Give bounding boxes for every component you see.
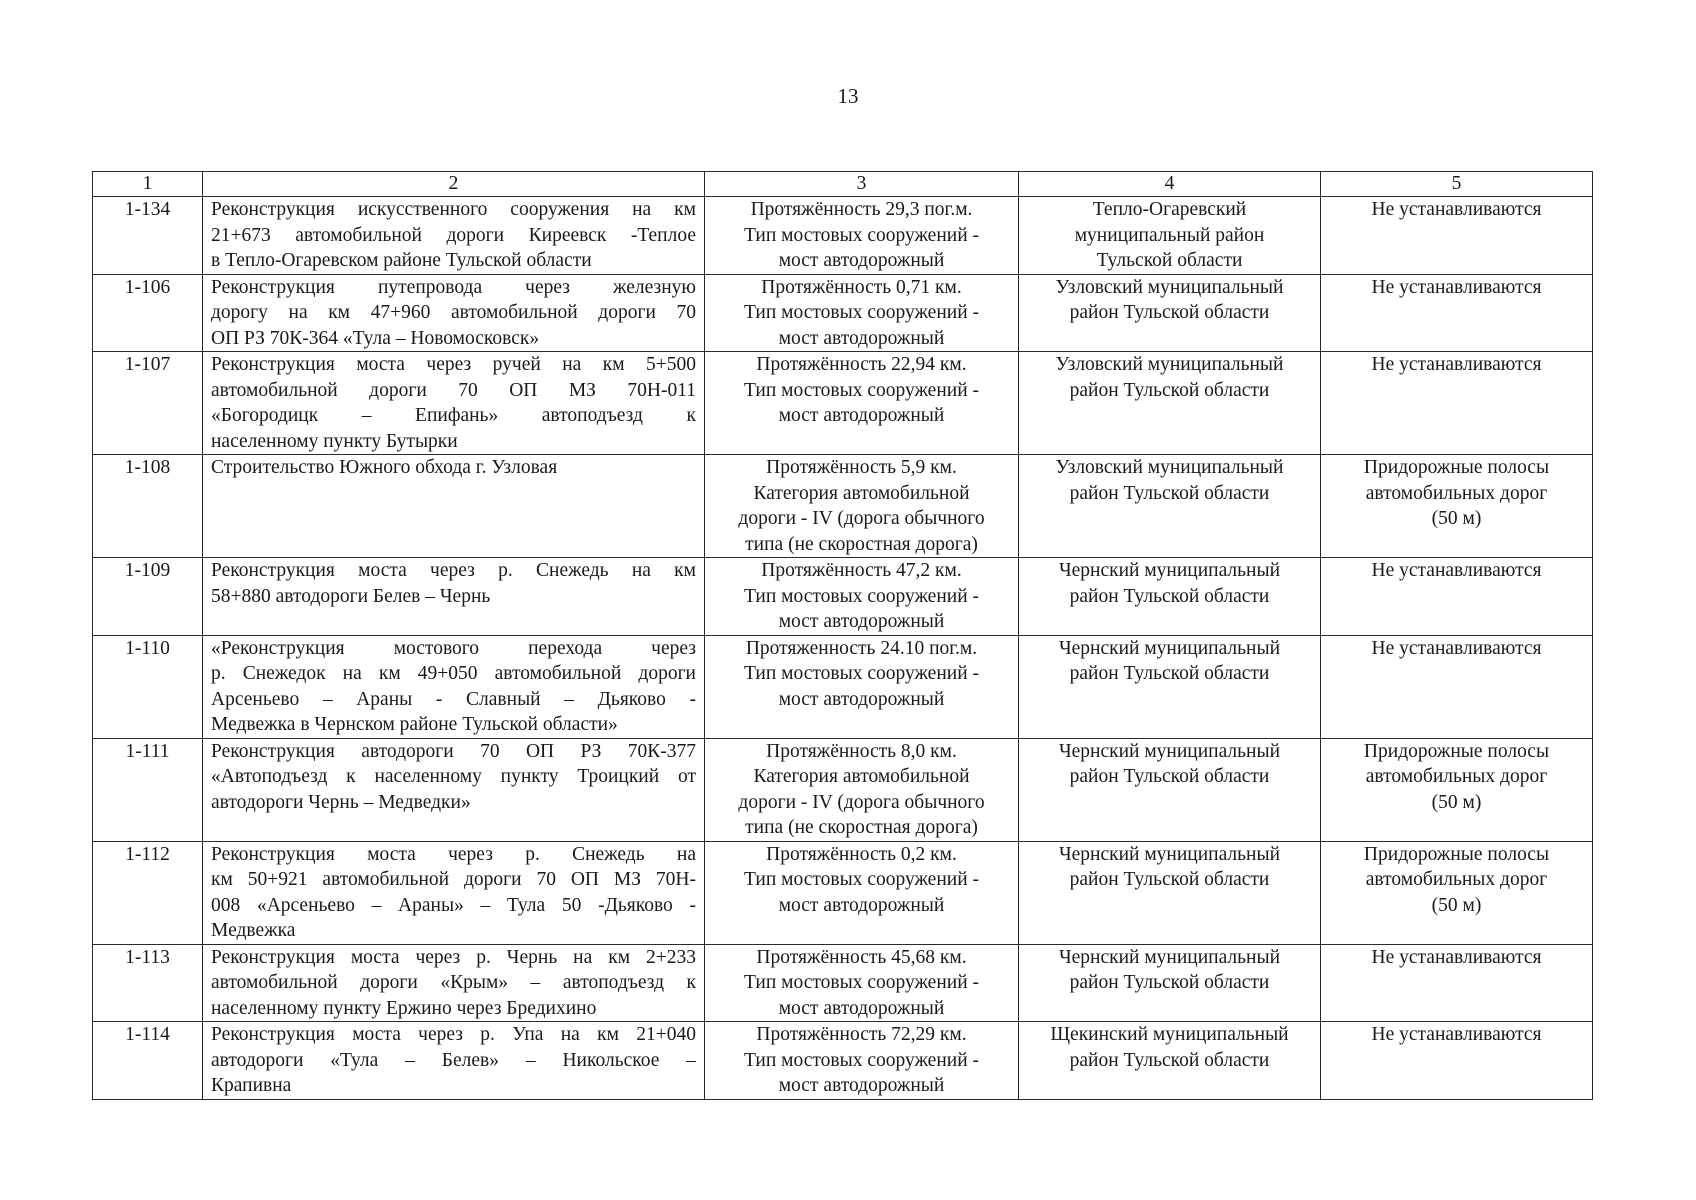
cell-location-line: район Тульской области [1069, 482, 1270, 504]
table-row [93, 197, 1593, 275]
cell-location-line: Тепло-Огаревский [1092, 199, 1247, 220]
cell-characteristics-line: мост автодорожный [778, 894, 945, 916]
cell-characteristics-line: Тип мостовых сооружений - [743, 585, 980, 607]
cell-number: 1-109 [93, 558, 203, 636]
cell-object-name-line: Реконструкция автодороги 70 ОП РЗ 70К-377 [211, 740, 696, 762]
cell-location [1019, 841, 1321, 944]
cell-location [1019, 635, 1321, 738]
cell-zone-line: автомобильных дорог [1365, 766, 1548, 787]
cell-characteristics-line: Протяжённость 29,3 пог.м. [750, 199, 973, 220]
cell-characteristics-line: Протяжённость 5,9 км. [766, 457, 957, 478]
cell-location-line: Щекинский муниципальный [1050, 1024, 1289, 1045]
cell-characteristics-line: мост автодорожный [778, 1075, 945, 1096]
cell-zone-line: Не устанавливаются [1371, 199, 1542, 220]
table-row [93, 352, 1593, 455]
cell-zone [1321, 1022, 1593, 1100]
cell-zone-line: Не устанавливаются [1371, 1024, 1542, 1045]
cell-location-line: Узловский муниципальный [1055, 457, 1284, 478]
cell-zone-line: Не устанавливаются [1371, 560, 1542, 581]
cell-location-line: Чернский муниципальный [1058, 740, 1281, 762]
cell-location-line: район Тульской области [1069, 972, 1270, 993]
column-header-2: 2 [203, 172, 705, 197]
cell-location [1019, 197, 1321, 275]
cell-zone-line: Не устанавливаются [1371, 354, 1542, 375]
cell-location-line: муниципальный район [1074, 224, 1265, 246]
cell-location-line: район Тульской области [1069, 1049, 1270, 1071]
cell-number: 1-134 [93, 197, 203, 275]
cell-characteristics-line: дороги - IV (дорога обычного [738, 791, 985, 813]
cell-characteristics [705, 558, 1019, 636]
cell-characteristics [705, 352, 1019, 455]
cell-object-name-line: Реконструкция путепровода через железную [211, 276, 696, 298]
cell-location [1019, 944, 1321, 1022]
cell-object-name-line: дорогу на км 47+960 автомобильной дороги 70 [211, 302, 696, 323]
cell-number: 1-106 [93, 274, 203, 352]
cell-object-name-line: Реконструкция искусственного сооружения на км [211, 199, 696, 220]
cell-object-name-line: Реконструкция моста через р. Снежедь на км [211, 560, 696, 581]
table-row [93, 738, 1593, 841]
cell-characteristics-line: Протяжённость 45,68 км. [756, 946, 967, 968]
cell-characteristics [705, 274, 1019, 352]
cell-location-line: Чернский муниципальный [1058, 637, 1281, 659]
cell-object-name-line: ОП РЗ 70К-364 «Тула – Новомосковск» [211, 327, 540, 349]
table-row [93, 1022, 1593, 1100]
cell-zone-line: (50 м) [1431, 791, 1482, 813]
cell-object-name-line: 21+673 автомобильной дороги Киреевск -Теплое [211, 224, 696, 246]
cell-characteristics-line: Тип мостовых сооружений - [743, 379, 980, 401]
cell-characteristics [705, 197, 1019, 275]
cell-location [1019, 455, 1321, 558]
table-body [93, 197, 1593, 1100]
cell-characteristics-line: Тип мостовых сооружений - [743, 869, 980, 890]
cell-characteristics [705, 944, 1019, 1022]
cell-zone [1321, 455, 1593, 558]
table-row [93, 635, 1593, 738]
cell-characteristics-line: Тип мостовых сооружений - [743, 972, 980, 993]
cell-characteristics [705, 455, 1019, 558]
cell-location-line: Тульской области [1096, 250, 1243, 271]
cell-object-name [203, 197, 705, 275]
cell-characteristics-line: Тип мостовых сооружений - [743, 663, 980, 684]
cell-object-name [203, 841, 705, 944]
cell-zone [1321, 352, 1593, 455]
cell-zone-line: Не устанавливаются [1371, 946, 1542, 968]
cell-zone [1321, 197, 1593, 275]
cell-zone-line: Не устанавливаются [1371, 276, 1542, 298]
cell-number: 1-110 [93, 635, 203, 738]
cell-zone [1321, 558, 1593, 636]
cell-object-name-line: автомобильной дороги 70 ОП МЗ 70Н-011 [211, 379, 696, 401]
cell-zone [1321, 635, 1593, 738]
cell-object-name-line: Медвежка в Чернском районе Тульской области» [211, 714, 618, 735]
cell-characteristics-line: Протяжённость 0,71 км. [761, 276, 962, 298]
cell-location [1019, 274, 1321, 352]
cell-zone [1321, 841, 1593, 944]
cell-location [1019, 1022, 1321, 1100]
cell-zone-line: Придорожные полосы [1363, 740, 1550, 762]
cell-object-name-line: в Тепло-Огаревском районе Тульской области [211, 250, 592, 271]
cell-number: 1-113 [93, 944, 203, 1022]
column-header-1: 1 [93, 172, 203, 197]
table-row [93, 274, 1593, 352]
cell-object-name [203, 1022, 705, 1100]
cell-location-line: район Тульской области [1069, 663, 1270, 684]
cell-characteristics-line: Протяженность 24.10 пог.м. [745, 637, 978, 659]
cell-characteristics [705, 1022, 1019, 1100]
cell-characteristics-line: Протяжённость 0,2 км. [766, 843, 957, 865]
cell-characteristics-line: Тип мостовых сооружений - [743, 224, 980, 246]
cell-object-name-line: автодороги Чернь – Медведки» [211, 791, 471, 813]
cell-object-name [203, 274, 705, 352]
objects-table [92, 171, 1593, 1100]
cell-zone-line: Придорожные полосы [1363, 457, 1550, 478]
cell-object-name-line: населенному пункту Бутырки [211, 430, 458, 452]
cell-zone-line: автомобильных дорог [1365, 869, 1548, 890]
cell-characteristics-line: Протяжённость 22,94 км. [756, 354, 967, 375]
column-header-5: 5 [1321, 172, 1593, 197]
cell-characteristics-line: Протяжённость 8,0 км. [766, 740, 957, 762]
cell-characteristics-line: типа (не скоростная дорога) [745, 817, 978, 838]
cell-object-name [203, 944, 705, 1022]
cell-characteristics-line: дороги - IV (дорога обычного [738, 508, 985, 529]
cell-characteristics-line: мост автодорожный [778, 688, 945, 710]
cell-number: 1-107 [93, 352, 203, 455]
cell-location-line: район Тульской области [1069, 302, 1270, 323]
cell-location-line: Чернский муниципальный [1058, 843, 1281, 865]
cell-object-name-line: «Богородицк – Епифань» автоподъезд к [211, 405, 696, 426]
cell-object-name-line: Крапивна [211, 1075, 292, 1096]
cell-characteristics-line: Тип мостовых сооружений - [743, 1049, 980, 1071]
cell-object-name [203, 635, 705, 738]
cell-characteristics-line: мост автодорожный [778, 327, 945, 349]
column-header-3: 3 [705, 172, 1019, 197]
page-number: 13 [837, 84, 859, 108]
cell-characteristics-line: мост автодорожный [778, 405, 945, 426]
cell-characteristics-line: мост автодорожный [778, 997, 945, 1019]
cell-zone-line: (50 м) [1431, 894, 1482, 916]
cell-object-name-line: Реконструкция моста через ручей на км 5+500 [211, 354, 696, 375]
cell-object-name-line: р. Снежедок на км 49+050 автомобильной дороги [211, 663, 696, 684]
cell-zone-line: Придорожные полосы [1363, 843, 1550, 865]
cell-zone [1321, 944, 1593, 1022]
cell-object-name [203, 558, 705, 636]
cell-location-line: Узловский муниципальный [1055, 276, 1284, 298]
cell-object-name [203, 738, 705, 841]
cell-object-name-line: Реконструкция моста через р. Упа на км 21+040 [211, 1024, 696, 1045]
cell-object-name-line: населенному пункту Ержино через Бредихино [211, 997, 597, 1019]
cell-number: 1-114 [93, 1022, 203, 1100]
table-row [93, 455, 1593, 558]
cell-location [1019, 352, 1321, 455]
cell-object-name-line: «Автоподъезд к населенному пункту Троицкий от [211, 766, 696, 787]
cell-characteristics [705, 841, 1019, 944]
cell-characteristics-line: Категория автомобильной [753, 482, 970, 504]
cell-location-line: район Тульской области [1069, 379, 1270, 401]
cell-object-name-line: Медвежка [211, 920, 296, 941]
cell-characteristics-line: мост автодорожный [778, 250, 945, 271]
cell-object-name-line: Арсеньево – Араны - Славный – Дьяково - [211, 688, 696, 710]
column-header-4: 4 [1019, 172, 1321, 197]
table-header-row [93, 172, 1593, 197]
cell-object-name-line: «Реконструкция мостового перехода через [211, 637, 696, 659]
cell-object-name [203, 352, 705, 455]
cell-location-line: район Тульской области [1069, 585, 1270, 607]
cell-object-name-line: Реконструкция моста через р. Чернь на км 2+233 [211, 946, 696, 968]
cell-characteristics-line: Тип мостовых сооружений - [743, 302, 980, 323]
cell-object-name-line: 58+880 автодороги Белев – Чернь [211, 585, 491, 607]
cell-characteristics-line: Протяжённость 47,2 км. [761, 560, 962, 581]
cell-characteristics-line: Протяжённость 72,29 км. [756, 1024, 967, 1045]
table-row [93, 841, 1593, 944]
cell-zone-line: Не устанавливаются [1371, 637, 1542, 659]
cell-object-name-line: Строительство Южного обхода г. Узловая [211, 457, 558, 478]
cell-location-line: район Тульской области [1069, 766, 1270, 787]
cell-object-name-line: 008 «Арсеньево – Араны» – Тула 50 -Дьяково - [211, 894, 696, 916]
cell-characteristics-line: типа (не скоростная дорога) [745, 533, 978, 555]
cell-object-name-line: км 50+921 автомобильной дороги 70 ОП МЗ 70Н- [211, 869, 696, 890]
cell-object-name-line: Реконструкция моста через р. Снежедь на [211, 843, 696, 865]
cell-object-name [203, 455, 705, 558]
cell-characteristics [705, 738, 1019, 841]
cell-object-name-line: автодороги «Тула – Белев» – Никольское – [211, 1049, 696, 1071]
cell-zone-line: (50 м) [1431, 508, 1482, 529]
cell-zone-line: автомобильных дорог [1365, 482, 1548, 504]
cell-characteristics-line: Категория автомобильной [753, 766, 970, 787]
cell-number: 1-111 [93, 738, 203, 841]
cell-location-line: район Тульской области [1069, 869, 1270, 890]
cell-zone [1321, 738, 1593, 841]
cell-location-line: Узловский муниципальный [1055, 354, 1284, 375]
cell-characteristics-line: мост автодорожный [778, 611, 945, 632]
cell-location [1019, 558, 1321, 636]
cell-object-name-line: автомобильной дороги «Крым» – автоподъезд к [211, 972, 696, 993]
table-row [93, 944, 1593, 1022]
cell-number: 1-108 [93, 455, 203, 558]
cell-location-line: Чернский муниципальный [1058, 946, 1281, 968]
table-row [93, 558, 1593, 636]
cell-location-line: Чернский муниципальный [1058, 560, 1281, 581]
cell-zone [1321, 274, 1593, 352]
cell-characteristics [705, 635, 1019, 738]
cell-number: 1-112 [93, 841, 203, 944]
cell-location [1019, 738, 1321, 841]
